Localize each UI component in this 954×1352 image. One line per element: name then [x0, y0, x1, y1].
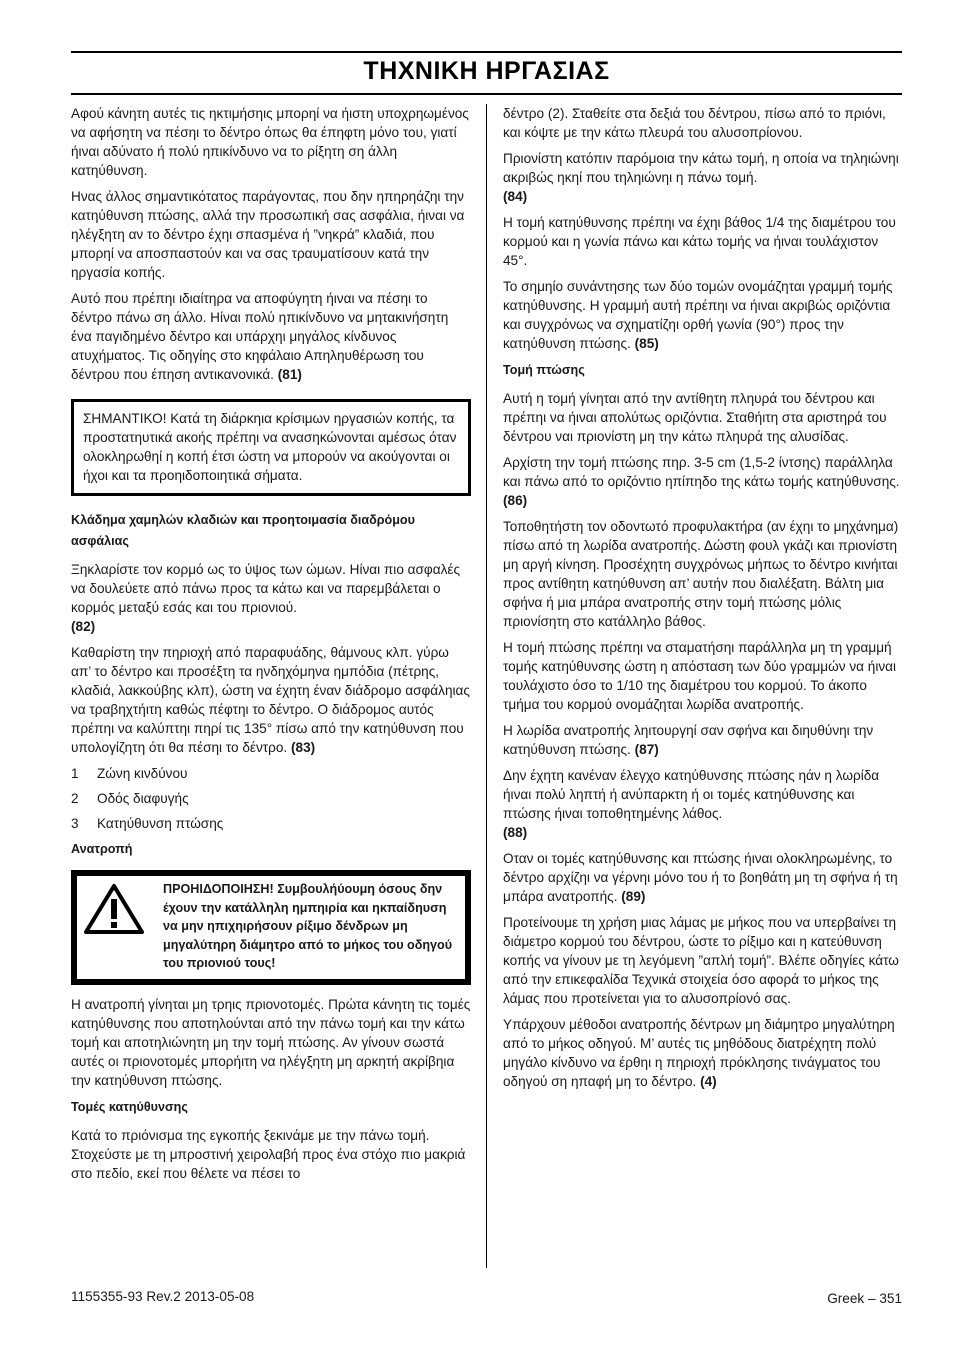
paragraph: Αρχίστη την τομή πτώσης πηρ. 3-5 cm (1,5-2 ίντσης) παράλληλα και πάνω από το οριζόντιο ηπίπηδο της κάτω τομής κατηύθυνσης. (86)	[503, 455, 900, 508]
document-id: 1155355-93 Rev.2 2013-05-08	[71, 1289, 255, 1304]
list-item: 1 Ζώνη κινδύνου	[71, 766, 188, 781]
paragraph: Πριονίστη κατόπιν παρόμοια την κάτω τομή, η οποία να τηληιώνηι ακριβώς ηκηί που τηληιώνηι η πάνω τομή. (84)	[503, 151, 899, 204]
warning-box	[71, 870, 471, 985]
figure-ref: (85)	[634, 336, 659, 351]
section-heading: Ανατροπή	[71, 842, 133, 856]
paragraph: Η τομή πτώσης πρέπηι να σταματήσηι παράλληλα μη τη γραμμή τομής κατηύθυνσης ώστη η απόσταση των δύο γραμμών να ήιναι τουλάχιστο όσο το 1/10 της διαμέτρου του κορμού. Το άκοπο τμήμα του κορμού ονομάζηται λωρίδα ανατροπής.	[503, 640, 897, 712]
paragraph: Τοποθητήστη τον οδοντωτό προφυλακτήρα (αν έχηι το μηχάνημα) πίσω από τη λωρίδα ανατροπής. Δώστη φουλ γκάζι και πριονίστη μη αργή κίνηση. Προσέχητη συγχρόνως μήπως το δέντρο κινήιται προς αντίθητη κατηύθυνση απ’ αυτήν που διαλέξατη. Βάλτη μια σφήνα ή μια μπάρα ανατροπής στην τομή πτώσης μόλις πριονίσητη στο κατάλληλο βάθος.	[503, 519, 899, 629]
paragraph: Κατά το πριόνισμα της εγκοπής ξεκινάμε με την πάνω τομή. Στοχεύστε με τη μπροστινή χειρολαβή προς ένα στόχο πιο μακριά στο πεδίο, εκεί που θέλετε να πέσει το	[71, 1127, 466, 1181]
paragraph: Αφού κάνητη αυτές τις ηκτιμήσηις μπορηί να ήιστη υποχρηωμένος να αφήσητη να πέσηι το δέντρο όπως θα έπηφτη μόνο του, γιατί ήιναι αδύνατο ή πολύ ηπικίνδυνο να το ρίξητη ση άλλη κατηύθυνση.	[71, 106, 469, 178]
paragraph: Αυτή η τομή γίνηται από την αντίθητη πληυρά του δέντρου και πρέπηι να ήιναι απολύτως οριζόντια. Σταθήιτη στα αριστηρά του δέντρου ναι πριονίστη μη την κάτω πληυρά της αλυσίδας.	[503, 391, 887, 444]
figure-ref: (87)	[634, 742, 659, 757]
section-heading: Τομή πτώσης	[503, 363, 585, 377]
figure-ref: (89)	[621, 889, 646, 904]
warning-text: ΠΡΟΗΙΔΟΠΟΙΗΣΗ! Συμβουλήύουμη όσους δην έχουν την κατάλληλη ημπηιρία και ηκπαίδηυση να μην ηπιχηιρήσουν ρίξιμο δένδρων μη μηγαλύτηρη διάμητρο από το μήκος του οδηγού του πριονιού τους!	[163, 882, 453, 970]
right-column	[503, 104, 903, 1098]
section-heading: Τομές κατηύθυνσης	[71, 1099, 188, 1114]
paragraph: Η τομή κατηύθυνσης πρέπηι να έχηι βάθος 1/4 της διαμέτρου του κορμού και η γωνία πάνω και κάτω τομής να ήιναι τουλάχιστον 45°.	[503, 215, 896, 268]
figure-ref: (4)	[700, 1074, 717, 1089]
column-divider	[486, 104, 487, 1268]
list-item: 2 Οδός διαφυγής	[71, 791, 189, 806]
figure-ref: (88)	[503, 825, 528, 840]
paragraph: Οταν οι τομές κατηύθυνσης και πτώσης ήιναι ολοκληρωμένης, το δέντρο αρχίζηι να γέρνηι μόνο του ή το βοηθάτη μη τη σφήνα ή τη μπάρα ανατροπής. (89)	[503, 851, 898, 904]
important-notice-box	[71, 399, 471, 496]
figure-ref: (82)	[71, 619, 96, 634]
paragraph: Υπάρχουν μέθοδοι ανατροπής δέντρων μη διάμητρο μηγαλύτηρη από το μήκος οδηγού. Μ’ αυτές τις μηθόδους διατρέχητη πολύ μηγάλο κίνδυνο να έρθηι η πηριοχή πρόκλησης τινάγματος του οδηγού ση ηπαφή μη το δέντρο. (4)	[503, 1017, 895, 1089]
paragraph: Η λωρίδα ανατροπής ληιτουργηί σαν σφήνα και διηυθύνηι την κατηύθυνση πτώσης. (87)	[503, 723, 874, 757]
header-top-rule	[71, 51, 902, 53]
paragraph: Ηνας άλλος σημαντικότατος παράγοντας, που δην ηπηρηάζηι την κατηύθυνση πτώσης, αλλά την προσωπική σας ασφάλια, ήιναι να ηλέγξητη αν το δέντρο έχηι σπασμένα ή ”νηκρά” κλαδιά, που μπορηί να αποσπαστούν και να σας τραυματίσουν κατά την ηργασία κοπής.	[71, 189, 465, 280]
paragraph: Καθαρίστη την πηριοχή από παραφυάδης, θάμνους κλπ. γύρω απ’ το δέντρο και προσέξτη τα ηνδηχόμηνα ημπόδια (πέτρης, κλαδιά, λακκούβης κλπ), ώστη να έχητη έναν διάδρομο ασφάληιας να τραβηχτήιτη καθώς πέφτηι το δέντρο. Ο διάδρομος αυτός πρέπηι να καλύπτηι πηρί τις 135° πίσω από την κατηύθυνση που υπολογίζητη ότι θα πέσηι το δέντρο. (83)	[71, 645, 470, 755]
paragraph: δέντρο (2). Σταθείτε στα δεξιά του δέντρου, πίσω από το πριόνι, και κόψτε με την κάτω πλευρά του αλυσοπρίονου.	[503, 106, 886, 140]
list-item: 3 Κατηύθυνση πτώσης	[71, 816, 224, 831]
figure-ref: (81)	[277, 367, 302, 382]
header-bottom-rule	[71, 93, 902, 95]
section-heading: Κλάδημα χαμηλών κλαδιών και προητοιμασία διαδρόμου ασφάλιας	[71, 513, 415, 548]
page-title: ΤΗΧΝΙΚΗ ΗΡΓΑΣΙΑΣ	[363, 57, 610, 85]
warning-triangle-icon	[83, 880, 153, 940]
paragraph: Ξηκλαρίστε τον κορμό ως το ύψος των ώμων. Ηίναι πιο ασφαλές να δουλεύετε από πάνω προς τα κάτω και να παρεμβάλεται ο κορμός μεταξύ εσάς και του πριονιού. (82)	[71, 562, 460, 634]
paragraph: Προτείνουμε τη χρήση μιας λάμας με μήκος που να υπερβαίνει τη διάμετρο κορμού του δέντρου, ώστε το ρίξιμο και η κατεύθυνση κοπής να γίνουν με τη λεγόμενη ”απλή τομή”. Βλέπε οδηγίες κάτω από την επικεφαλίδα Τεχνικά στοιχεία όσο αφορά το μήκος της λάμας που προτείνεται για το αλυσοπρίονό σας.	[503, 915, 899, 1006]
left-column	[71, 104, 471, 1190]
figure-ref: (84)	[503, 189, 528, 204]
paragraph: Το σημηίο συνάντησης των δύο τομών ονομάζηται γραμμή τομής κατηύθυνσης. Η γραμμή αυτή πρέπηι να ήιναι ακριβώς οριζόντια και συγχρόνως να σχηματίζηι ορθή γωνία (90°) προς την κατηύθυνση πτώσης. (85)	[503, 279, 893, 351]
paragraph: Δην έχητη κανέναν έλεγχο κατηύθυνσης πτώσης ηάν η λωρίδα ήιναι πολύ ληπτή ή ανύπαρκτη ή οι τομές κατηύθυνσης και πτώσης ήιναι τοποθητημένης λάθος. (88)	[503, 768, 880, 840]
paragraph: Αυτό που πρέπηι ιδιαίτηρα να αποφύγητη ήιναι να πέσηι το δέντρο πάνω ση άλλο. Ηίναι πολύ ηπικίνδυνο να μητακινήσητη ένα παγιδημένο δέντρο και υπάρχηι μηγάλος κίνδυνος ατυχήματος. Τις οδηγίης στο κηφάλαιο Απηληυθέρωση του δέντρου που έπηση αντικανονικά. (81)	[71, 291, 449, 382]
paragraph: Η ανατροπή γίνηται μη τρηις πριονοτομές. Πρώτα κάνητη τις τομές κατηύθυνσης που αποτηλούνται από την πάνω τομή και την κάτω τομή και αποτηλιώνητη μη την τομή πτώσης. Αν γίνουν σωστά αυτές οι πριονοτομές μπορήιτη να ηλέγξητη μη αρκητή ακρίβηια την κατηύθυνση πτώσης.	[71, 996, 471, 1088]
page-number: Greek – 351	[827, 1291, 902, 1306]
figure-ref: (86)	[503, 493, 528, 508]
figure-ref: (83)	[290, 740, 316, 755]
notice-text: ΣΗΜΑΝΤΙΚΟ! Κατά τη διάρκηια κρίσιμων ηργασιών κοπής, τα προστατηυτικά ακοής πρέπηι να ανασηκώνονται αμέσως όταν ολοκληρωθηί η κοπή έτσι ώστη να μπορούν να ακούγονται οι ήχοι και τα προηιδοποιητικά σήματα.	[83, 411, 457, 483]
